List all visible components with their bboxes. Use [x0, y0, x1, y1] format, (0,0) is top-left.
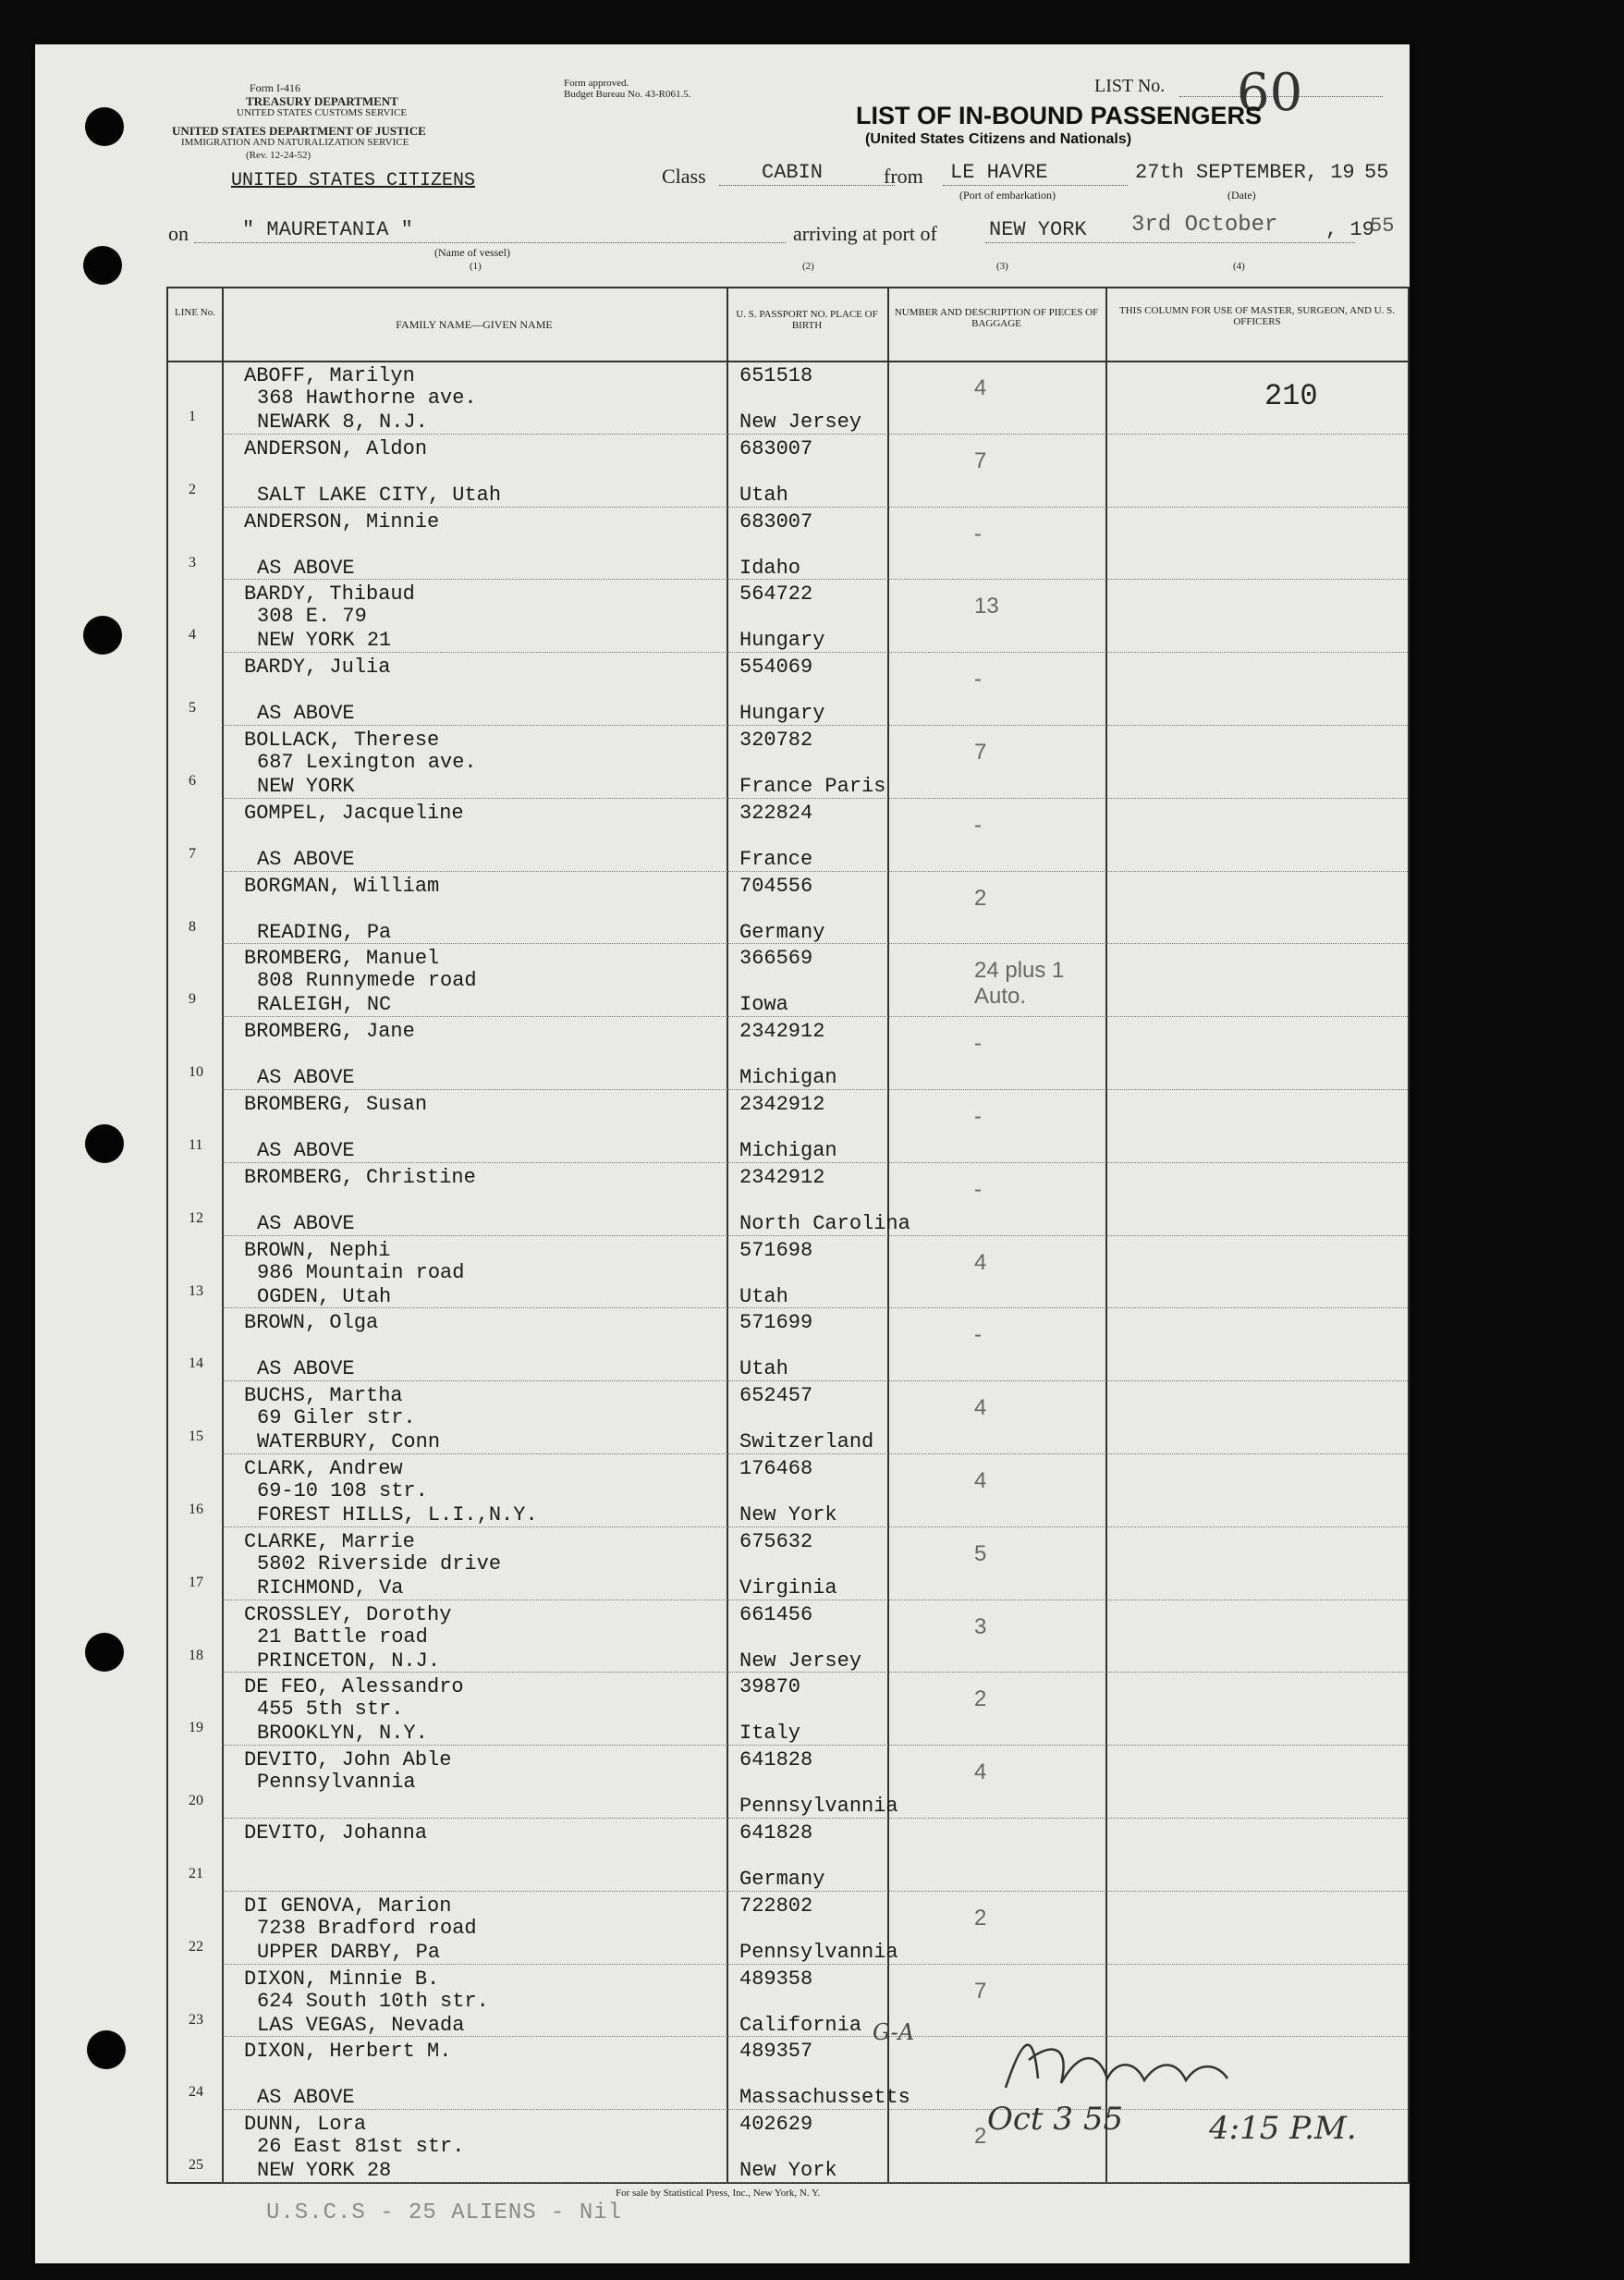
line-number: 1: [189, 409, 196, 424]
passport-number: 489358: [739, 1967, 813, 1991]
printer-note: For sale by Statistical Press, Inc., New York, N. Y.: [616, 2188, 821, 2199]
line-number: 19: [189, 1720, 203, 1736]
passenger-name: CLARKE, Marrie: [244, 1529, 415, 1553]
passenger-name: ANDERSON, Minnie: [244, 509, 440, 533]
embark-port-label: (Port of embarkation): [959, 189, 1056, 202]
embark-date: 27th SEPTEMBER, 19: [1135, 161, 1355, 184]
place-of-birth: Hungary: [739, 702, 825, 726]
place-of-birth: New York: [739, 2159, 837, 2183]
dept-justice-sub: IMMIGRATION AND NATURALIZATION SERVICE: [181, 137, 409, 148]
address-line-2: BROOKLYN, N.Y.: [257, 1722, 428, 1746]
address-line-1: 687 Lexington ave.: [257, 751, 477, 774]
baggage-count: -: [974, 1176, 982, 1202]
baggage-count: 4: [974, 375, 987, 400]
place-of-birth: Utah: [739, 483, 788, 507]
citizen-category: UNITED STATES CITIZENS: [231, 170, 476, 191]
passport-number: 571699: [739, 1311, 813, 1335]
revision: (Rev. 12-24-52): [246, 150, 311, 161]
passenger-name: DIXON, Minnie B.: [244, 1967, 440, 1991]
row-separator: [222, 1307, 1408, 1308]
passenger-name: DEVITO, Johanna: [244, 1821, 428, 1845]
punch-hole: [87, 2030, 126, 2069]
line-number: 14: [189, 1355, 203, 1372]
passenger-name: DE FEO, Alessandro: [244, 1675, 464, 1699]
vessel-name: " MAURETANIA ": [242, 218, 413, 241]
passenger-name: DUNN, Lora: [244, 2113, 367, 2137]
passport-number: 722802: [739, 1894, 813, 1918]
handwritten-ga: G-A: [873, 2019, 915, 2045]
officer-count: 210: [1264, 379, 1318, 413]
address-line-2: READING, Pa: [257, 920, 392, 944]
address-line-1: 455 5th str.: [257, 1698, 404, 1722]
passport-number: 366569: [739, 947, 813, 971]
baggage-count: -: [974, 521, 982, 546]
line-number: 11: [189, 1137, 203, 1153]
address-line-1: 7238 Bradford road: [257, 1916, 477, 1940]
line-number: 22: [189, 1938, 203, 1955]
baggage-count: 2: [974, 2124, 987, 2150]
baggage-count: -: [974, 812, 982, 838]
place-of-birth: Hungary: [739, 629, 825, 653]
baggage-count: 4: [974, 1395, 987, 1421]
address-line-2: FOREST HILLS, L.I.,N.Y.: [257, 1503, 538, 1526]
address-line-2: AS ABOVE: [257, 556, 355, 580]
passport-number: 571698: [739, 1238, 813, 1262]
dept-treasury: TREASURY DEPARTMENT: [246, 94, 398, 108]
place-of-birth: California: [739, 2013, 862, 2037]
passport-number: 564722: [739, 582, 813, 607]
line-number: 17: [189, 1574, 203, 1590]
col-index-1: (1): [470, 261, 482, 272]
handwritten-signature-date: Oct 3 55: [987, 2101, 1124, 2138]
baggage-count: 2: [974, 1905, 987, 1931]
line-number: 2: [189, 481, 196, 497]
passport-number: 39870: [739, 1675, 801, 1699]
passenger-name: CLARK, Andrew: [244, 1457, 403, 1480]
arrival-port: NEW YORK: [989, 218, 1087, 241]
dept-justice: UNITED STATES DEPARTMENT OF JUSTICE: [172, 124, 426, 138]
line-number: 23: [189, 2011, 203, 2028]
footer-stamp: U.S.C.S - 25 ALIENS - Nil: [266, 2200, 623, 2225]
address-line-2: AS ABOVE: [257, 1211, 355, 1235]
baggage-count: -: [974, 667, 982, 693]
place-of-birth: Germany: [739, 1868, 825, 1891]
place-of-birth: Italy: [739, 1722, 801, 1746]
line-number: 5: [189, 700, 196, 717]
place-of-birth: Switzerland: [739, 1430, 874, 1454]
document-page: [35, 44, 1410, 2263]
address-line-2: AS ABOVE: [257, 1139, 355, 1162]
place-of-birth: Michigan: [739, 1139, 837, 1162]
place-of-birth: Iowa: [739, 993, 788, 1017]
baggage-count: 24 plus 1 Auto.: [974, 958, 1065, 1010]
passport-number: 641828: [739, 1821, 813, 1845]
passenger-name: DEVITO, John Able: [244, 1748, 452, 1772]
row-separator: [222, 1380, 1408, 1381]
line-number: 15: [189, 1428, 203, 1445]
baggage-count: 2: [974, 1686, 987, 1712]
handwritten-signature: [996, 2023, 1237, 2097]
passport-number: 652457: [739, 1384, 813, 1408]
passport-number: 554069: [739, 656, 813, 680]
passenger-name: BOLLACK, Therese: [244, 729, 440, 752]
baggage-count: 4: [974, 1249, 987, 1275]
header-baggage: NUMBER AND DESCRIPTION OF PIECES OF BAGGAGE: [894, 307, 1099, 329]
place-of-birth: New York: [739, 1503, 837, 1526]
baggage-count: 7: [974, 740, 987, 765]
punch-hole: [85, 1124, 124, 1163]
baggage-count: 5: [974, 1540, 987, 1566]
address-line-2: AS ABOVE: [257, 847, 355, 871]
passenger-name: DI GENOVA, Marion: [244, 1894, 452, 1918]
punch-hole: [83, 616, 122, 655]
passport-number: 704556: [739, 874, 813, 898]
header-officers: THIS COLUMN FOR USE OF MASTER, SURGEON, AND U. S. OFFICERS: [1119, 305, 1395, 327]
baggage-count: 4: [974, 1759, 987, 1785]
header-line-no: LINE No.: [175, 307, 215, 318]
list-number: 60: [1237, 63, 1303, 123]
address-line-1: 624 South 10th str.: [257, 1989, 489, 2013]
passport-number: 683007: [739, 509, 813, 533]
line-number: 24: [189, 2084, 203, 2101]
baggage-count: -: [974, 1104, 982, 1129]
page-subtitle: (United States Citizens and Nationals): [865, 131, 1132, 147]
class-label: Class: [662, 165, 706, 188]
address-line-1: 986 Mountain road: [257, 1260, 465, 1284]
address-line-1: 26 East 81st str.: [257, 2135, 465, 2159]
passport-number: 2342912: [739, 1165, 825, 1189]
address-line-2: UPPER DARBY, Pa: [257, 1940, 441, 1964]
baggage-count: 2: [974, 885, 987, 911]
line-number: 20: [189, 1793, 203, 1809]
baggage-count: 13: [974, 594, 999, 619]
handwritten-time: 4:15 P.M.: [1209, 2110, 1357, 2147]
address-line-1: 5802 Riverside drive: [257, 1551, 502, 1575]
from-label: from: [884, 165, 923, 188]
address-line-2: RALEIGH, NC: [257, 993, 392, 1017]
punch-hole: [85, 107, 124, 146]
passenger-name: BROMBERG, Jane: [244, 1020, 415, 1044]
address-line-2: AS ABOVE: [257, 2086, 355, 2110]
place-of-birth: North Carolina: [739, 1211, 910, 1235]
form-number: Form I-416: [250, 81, 300, 94]
passenger-name: BROMBERG, Susan: [244, 1093, 428, 1116]
address-line-2: OGDEN, Utah: [257, 1284, 392, 1308]
passenger-name: DIXON, Herbert M.: [244, 2040, 452, 2064]
line-number: 8: [189, 918, 196, 935]
place-of-birth: Michigan: [739, 1066, 837, 1090]
address-line-2: NEW YORK 21: [257, 629, 392, 653]
line-number: 18: [189, 1647, 203, 1663]
arriving-label: arriving at port of: [793, 222, 937, 245]
passenger-name: ANDERSON, Aldon: [244, 436, 428, 460]
arrival-year-prefix: , 19: [1325, 218, 1374, 241]
address-line-2: NEW YORK 28: [257, 2159, 392, 2183]
page-title: LIST OF IN-BOUND PASSENGERS: [856, 102, 1263, 129]
arrival-date: 3rd October: [1131, 213, 1278, 238]
passenger-name: BARDY, Julia: [244, 656, 391, 680]
address-line-1: 368 Hawthorne ave.: [257, 386, 477, 410]
class-value: CABIN: [762, 161, 824, 184]
place-of-birth: France: [739, 847, 813, 871]
passenger-name: BROWN, Olga: [244, 1311, 379, 1335]
place-of-birth: Germany: [739, 920, 825, 944]
address-line-1: 308 E. 79: [257, 605, 367, 629]
dept-treasury-sub: UNITED STATES CUSTOMS SERVICE: [237, 107, 408, 118]
baggage-count: 7: [974, 1978, 987, 2004]
address-line-1: Pennsylvannia: [257, 1771, 416, 1795]
address-line-2: PRINCETON, N.J.: [257, 1649, 441, 1673]
address-line-2: LAS VEGAS, Nevada: [257, 2013, 465, 2037]
col-index-3: (3): [996, 261, 1008, 272]
row-separator: [222, 871, 1408, 872]
passenger-name: BORGMAN, William: [244, 874, 440, 898]
row-separator: [222, 1016, 1408, 1017]
row-separator: [222, 579, 1408, 580]
line-number: 12: [189, 1209, 203, 1226]
place-of-birth: New Jersey: [739, 411, 862, 434]
passenger-name: BROMBERG, Manuel: [244, 947, 440, 971]
col-index-4: (4): [1233, 261, 1245, 272]
passport-number: 651518: [739, 364, 813, 387]
line-number: 13: [189, 1282, 203, 1299]
line-number: 21: [189, 1866, 203, 1882]
passport-number: 2342912: [739, 1093, 825, 1116]
header-passport: U. S. PASSPORT NO. PLACE OF BIRTH: [736, 309, 878, 331]
punch-hole: [85, 1633, 124, 1672]
line-number: 10: [189, 1064, 203, 1081]
place-of-birth: Virginia: [739, 1575, 837, 1600]
passenger-name: BUCHS, Martha: [244, 1384, 403, 1408]
line-number: 6: [189, 773, 196, 789]
passport-number: 683007: [739, 436, 813, 460]
arrival-year: 55: [1370, 215, 1395, 238]
place-of-birth: Pennsylvannia: [739, 1795, 898, 1819]
vessel-label: (Name of vessel): [434, 246, 510, 259]
header-name: FAMILY NAME—GIVEN NAME: [396, 318, 553, 331]
passenger-name: GOMPEL, Jacqueline: [244, 801, 464, 825]
line-number: 3: [189, 554, 196, 570]
address-line-2: AS ABOVE: [257, 1357, 355, 1381]
place-of-birth: Idaho: [739, 556, 801, 580]
passport-number: 402629: [739, 2113, 813, 2137]
address-line-2: NEW YORK: [257, 775, 355, 798]
address-line-2: AS ABOVE: [257, 702, 355, 726]
on-label: on: [168, 222, 189, 245]
passport-number: 2342912: [739, 1020, 825, 1044]
passport-number: 176468: [739, 1457, 813, 1480]
address-line-2: AS ABOVE: [257, 1066, 355, 1090]
line-number: 7: [189, 845, 196, 862]
passenger-name: BROWN, Nephi: [244, 1238, 391, 1262]
place-of-birth: Pennsylvannia: [739, 1940, 898, 1964]
address-line-1: 21 Battle road: [257, 1624, 428, 1649]
passport-number: 641828: [739, 1748, 813, 1772]
date-label: (Date): [1227, 189, 1256, 202]
passport-number: 661456: [739, 1602, 813, 1626]
col-index-2: (2): [802, 261, 814, 272]
baggage-count: -: [974, 1031, 982, 1057]
place-of-birth: New Jersey: [739, 1649, 862, 1673]
embark-port: LE HAVRE: [950, 161, 1048, 184]
address-line-2: SALT LAKE CITY, Utah: [257, 483, 502, 507]
passenger-name: BROMBERG, Christine: [244, 1165, 476, 1189]
passport-number: 320782: [739, 729, 813, 752]
baggage-count: 3: [974, 1613, 987, 1639]
place-of-birth: Utah: [739, 1357, 788, 1381]
baggage-count: 4: [974, 1468, 987, 1493]
passenger-name: BARDY, Thibaud: [244, 582, 415, 607]
line-number: 9: [189, 991, 196, 1008]
place-of-birth: France Paris: [739, 775, 886, 798]
line-number: 25: [189, 2157, 203, 2174]
form-approved: Form approved.: [564, 78, 629, 89]
list-label: LIST No.: [1094, 76, 1166, 96]
place-of-birth: Massachussetts: [739, 2086, 910, 2110]
punch-hole: [83, 246, 122, 285]
address-line-1: 69 Giler str.: [257, 1406, 416, 1430]
address-line-2: WATERBURY, Conn: [257, 1430, 441, 1454]
passport-number: 489357: [739, 2040, 813, 2064]
passenger-name: ABOFF, Marilyn: [244, 364, 415, 387]
place-of-birth: Utah: [739, 1284, 788, 1308]
embark-year: 55: [1364, 161, 1389, 184]
passenger-name: CROSSLEY, Dorothy: [244, 1602, 452, 1626]
baggage-count: 7: [974, 447, 987, 473]
address-line-2: RICHMOND, Va: [257, 1575, 404, 1600]
line-number: 4: [189, 627, 196, 644]
address-line-2: NEWARK 8, N.J.: [257, 411, 428, 434]
passport-number: 322824: [739, 801, 813, 825]
address-line-1: 69-10 108 str.: [257, 1479, 428, 1502]
budget-bureau: Budget Bureau No. 43-R061.5.: [564, 89, 691, 100]
baggage-count: -: [974, 1322, 982, 1348]
line-number: 16: [189, 1502, 203, 1517]
address-line-1: 808 Runnymede road: [257, 969, 477, 993]
passport-number: 675632: [739, 1529, 813, 1553]
